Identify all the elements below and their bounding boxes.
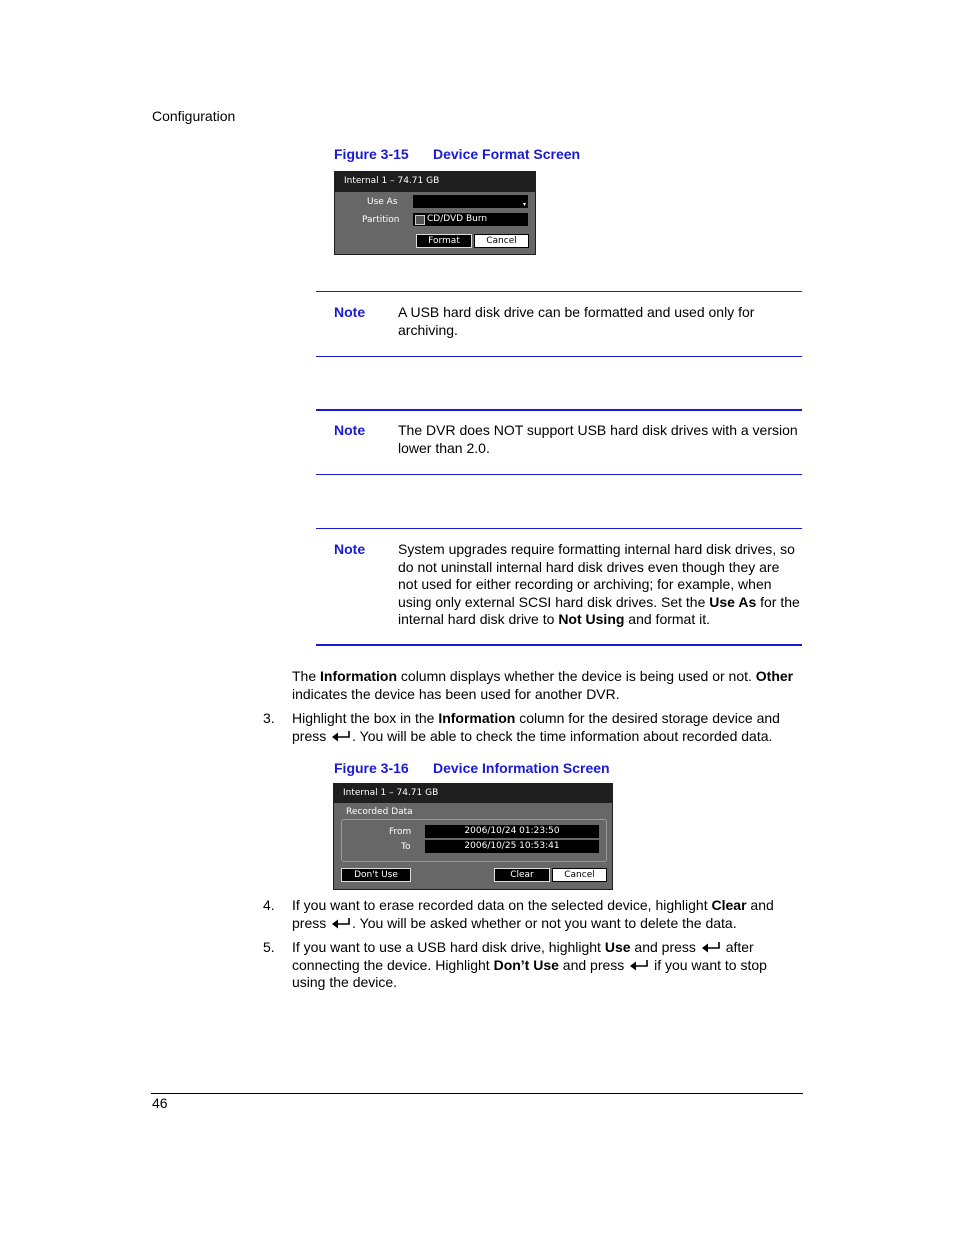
note-3-bottom-rule <box>316 644 802 646</box>
note-2-text: The DVR does NOT support USB hard disk drives with a version lower than 2.0. <box>398 422 798 456</box>
note-2-bottom-rule <box>316 474 802 475</box>
figure-15-label: Figure 3-15 <box>334 146 409 162</box>
dont-use-button[interactable]: Don't Use <box>341 868 411 882</box>
note-3-text: System upgrades require formatting internal hard disk drives, so do not uninstall internal hard disk drives even though they are not used for either recording or archiving; for example, when using only external SCSI hard disk drives. Set the Use As for the internal hard disk drive to Not Using and format it. <box>398 541 800 627</box>
step-4-text: If you want to erase recorded data on the selected device, highlight Clear and press . You will be asked whether or not you want to delete the data. <box>292 897 774 931</box>
note-2-label: Note <box>334 422 366 438</box>
checkbox-label: CD/DVD Burn <box>427 214 488 224</box>
from-value: 2006/10/24 01:23:50 <box>425 825 599 838</box>
screen-titlebar <box>335 172 535 192</box>
enter-key-icon <box>330 916 352 930</box>
paragraph-line-2: indicates the device has been used for another DVR. <box>292 685 620 702</box>
to-value: 2006/10/25 10:53:41 <box>425 840 599 853</box>
step-5-number: 5. <box>263 939 275 955</box>
device-format-screen <box>334 171 536 255</box>
figure-16-title: Device Information Screen <box>433 760 610 776</box>
from-label: From <box>389 827 412 837</box>
screen-titlebar <box>334 784 612 803</box>
figure-16-label: Figure 3-16 <box>334 760 409 776</box>
note-1-text: A USB hard disk drive can be formatted and used only for archiving. <box>398 304 755 338</box>
to-label: To <box>401 842 411 852</box>
footer-rule <box>151 1093 803 1094</box>
note-2-top-rule <box>316 409 802 411</box>
enter-key-icon <box>700 940 722 954</box>
step-3-text: Highlight the box in the Information column for the desired storage device and press . You will be able to check the time information about recorded data. <box>292 710 780 744</box>
partition-label: Partition <box>362 215 400 225</box>
cancel-button[interactable]: Cancel <box>552 868 607 882</box>
note-3-top-rule <box>316 528 802 529</box>
enter-key-icon <box>628 958 650 972</box>
note-1-bottom-rule <box>316 356 802 357</box>
screen-title: Internal 1 – 74.71 GB <box>343 788 439 798</box>
chevron-down-icon: ▾ <box>522 201 526 208</box>
figure-15-title: Device Format Screen <box>433 146 581 162</box>
clear-button[interactable]: Clear <box>494 868 550 882</box>
recorded-data-group-title: Recorded Data <box>346 807 413 817</box>
page-number: 46 <box>152 1095 168 1111</box>
use-as-label: Use As <box>367 197 398 207</box>
use-as-dropdown[interactable] <box>413 195 528 208</box>
step-5-text: If you want to use a USB hard disk drive, highlight Use and press after connecting the device. Highlight Don’t Use and press if you want to stop using the device. <box>292 939 767 990</box>
note-3-label: Note <box>334 541 366 557</box>
note-1-label: Note <box>334 304 366 320</box>
note-1-top-rule <box>316 291 802 292</box>
format-button[interactable]: Format <box>416 234 472 248</box>
step-4-number: 4. <box>263 897 275 913</box>
cancel-button[interactable]: Cancel <box>474 234 529 248</box>
enter-key-icon <box>330 729 352 743</box>
device-information-screen <box>333 783 613 890</box>
cd-dvd-burn-checkbox[interactable] <box>415 215 425 225</box>
step-3-number: 3. <box>263 710 275 726</box>
running-header: Configuration <box>152 108 236 124</box>
screen-title: Internal 1 – 74.71 GB <box>344 176 440 186</box>
partition-field <box>413 213 528 226</box>
information-paragraph <box>292 668 812 703</box>
paragraph-line-1: The Information column displays whether the device is being used or not. Other <box>292 668 794 684</box>
